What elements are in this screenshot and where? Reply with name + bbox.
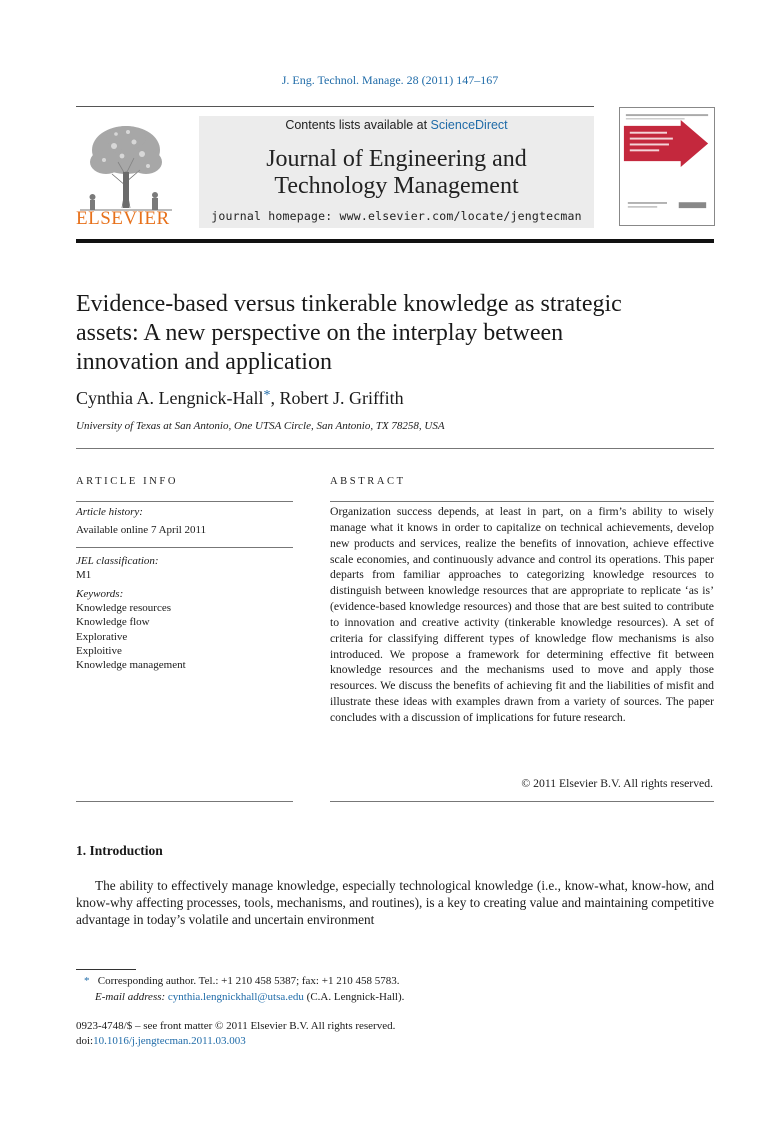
author-affiliation: University of Texas at San Antonio, One UTSA Circle, San Antonio, TX 78258, USA bbox=[76, 420, 445, 432]
journal-masthead bbox=[199, 116, 594, 228]
jel-label: JEL classification: bbox=[76, 555, 159, 567]
header-top-rule bbox=[76, 106, 594, 107]
history-rule bbox=[76, 547, 293, 548]
keyword-item: Knowledge management bbox=[76, 659, 186, 671]
corresponding-author-mark[interactable]: * bbox=[263, 388, 271, 403]
keyword-item: Knowledge flow bbox=[76, 616, 150, 628]
footnote-rule bbox=[76, 969, 136, 970]
article-title: Evidence-based versus tinkerable knowledge as strategic assets: A new perspective on the interplay between innovation and application bbox=[76, 291, 622, 375]
article-info-heading: ARTICLE INFO bbox=[76, 476, 179, 487]
abstract-copyright: © 2011 Elsevier B.V. All rights reserved. bbox=[521, 777, 713, 790]
article-info-bottom-rule bbox=[76, 801, 293, 802]
keywords-label: Keywords: bbox=[76, 588, 124, 600]
email-footnote: E-mail address: cynthia.lengnickhall@utsa.edu (C.A. Lengnick-Hall). bbox=[95, 991, 405, 1003]
keyword-item: Explorative bbox=[76, 631, 128, 643]
sciencedirect-link[interactable]: ScienceDirect bbox=[430, 118, 508, 132]
article-info-rule bbox=[76, 501, 293, 502]
abstract-heading: ABSTRACT bbox=[330, 476, 406, 487]
history-label: Article history: bbox=[76, 506, 143, 518]
abstract-bottom-rule bbox=[330, 801, 714, 802]
section-heading: 1. Introduction bbox=[76, 843, 163, 858]
contents-line: Contents lists available at ScienceDirect bbox=[285, 118, 508, 132]
doi-line: doi:10.1016/j.jengtecman.2011.03.003 bbox=[76, 1035, 246, 1047]
abstract-rule bbox=[330, 501, 714, 502]
author-name[interactable]: Robert J. Griffith bbox=[279, 388, 404, 408]
body-paragraph: The ability to effectively manage knowledge, especially technological knowledge (i.e., know-what, know-how, and know-why affecting processes, tools, mechanisms, and routines), is a key to creating value and maintaining competitive advantage in today’s volatile and uncertain environment bbox=[76, 878, 714, 928]
issn-line: 0923-4748/$ – see front matter © 2011 Elsevier B.V. All rights reserved. bbox=[76, 1020, 396, 1032]
email-link[interactable]: cynthia.lengnickhall@utsa.edu bbox=[167, 991, 304, 1003]
header-bottom-rule bbox=[76, 239, 714, 243]
info-top-rule bbox=[76, 448, 714, 449]
elsevier-wordmark: ELSEVIER bbox=[76, 208, 170, 229]
keyword-item: Knowledge resources bbox=[76, 602, 171, 614]
journal-title: Journal of Engineering and Technology Management bbox=[266, 146, 527, 199]
jel-value: M1 bbox=[76, 569, 92, 581]
journal-citation[interactable]: J. Eng. Technol. Manage. 28 (2011) 147–167 bbox=[281, 73, 499, 87]
abstract-text: Organization success depends, at least in part, on a firm’s ability to wisely manage what it knows in order to capitalize on technical achievements, develop new products and services, realize the benefits of innovation, achieve effective scale economies, and continuously advance and control its operations. This paper departs from familiar approaches to categorizing knowledge resources to distinguish between knowledge resources that are appropriate to replicate ‘as is’ (evidence-based knowledge resources) and those that are best suited to contribute to innovation and creative activity (tinkerable knowledge resources). A set of criteria for classifying different types of knowledge flow mechanisms is also introduced. We propose a framework for determining effective fit between knowledge resources and the mechanisms used to move and apply those resources. We discuss the benefits of achieving fit and the liabilities of misfit and illustrate these ideas with examples drawn from a variety of sources. The paper concludes with a discussion of implications for future research. bbox=[330, 505, 714, 724]
author-list: Cynthia A. Lengnick-Hall*, Robert J. Griffith bbox=[76, 388, 404, 408]
author-name[interactable]: Cynthia A. Lengnick-Hall bbox=[76, 388, 264, 408]
journal-homepage[interactable]: journal homepage: www.elsevier.com/locate/jengtecman bbox=[211, 209, 582, 223]
history-value: Available online 7 April 2011 bbox=[76, 524, 207, 536]
corresponding-footnote: * Corresponding author. Tel.: +1 210 458 5387; fax: +1 210 458 5783. bbox=[84, 975, 400, 987]
keyword-item: Exploitive bbox=[76, 645, 122, 657]
doi-link[interactable]: 10.1016/j.jengtecman.2011.03.003 bbox=[93, 1035, 246, 1047]
journal-cover-thumbnail bbox=[619, 107, 715, 226]
